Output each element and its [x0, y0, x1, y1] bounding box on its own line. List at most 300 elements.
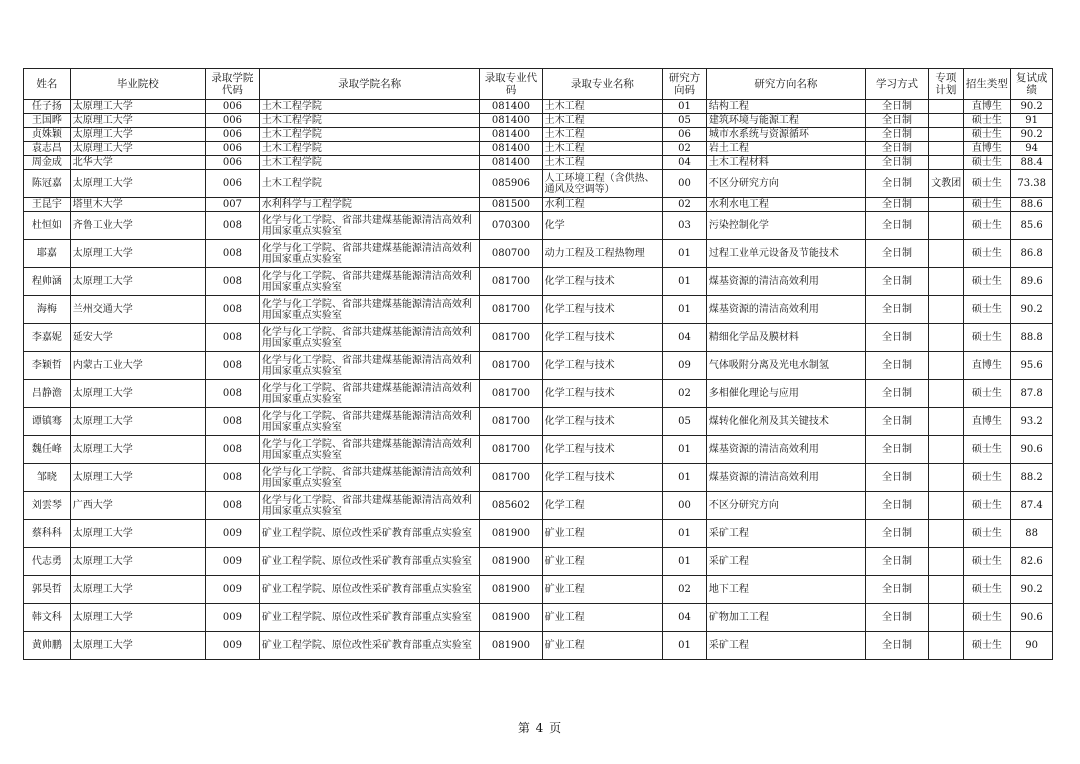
cell-college-code: 009 [205, 548, 259, 576]
cell-dir-code: 01 [663, 436, 707, 464]
cell-college-code: 006 [205, 156, 259, 170]
cell-score: 85.6 [1011, 212, 1053, 240]
cell-major-code: 081900 [480, 576, 542, 604]
cell-major: 动力工程及工程热物理 [542, 240, 663, 268]
cell-college: 矿业工程学院、原位改性采矿教育部重点实验室 [259, 576, 479, 604]
cell-name: 王昆宇 [24, 198, 71, 212]
table-row [24, 198, 1053, 212]
cell-mode: 全日制 [865, 464, 928, 492]
cell-dir-code: 04 [663, 156, 707, 170]
cell-name: 李嘉妮 [24, 324, 71, 352]
cell-score: 88.4 [1011, 156, 1053, 170]
cell-college: 矿业工程学院、原位改性采矿教育部重点实验室 [259, 520, 479, 548]
cell-type: 硕士生 [963, 576, 1011, 604]
cell-type: 硕士生 [963, 520, 1011, 548]
col-header-mode: 学习方式 [865, 69, 928, 100]
cell-mode: 全日制 [865, 198, 928, 212]
cell-major: 化学工程与技术 [542, 380, 663, 408]
cell-dir-code: 04 [663, 324, 707, 352]
cell-score: 88.8 [1011, 324, 1053, 352]
table-row [24, 576, 1053, 604]
cell-dir-code: 06 [663, 128, 707, 142]
cell-major: 矿业工程 [542, 520, 663, 548]
cell-score: 90.6 [1011, 604, 1053, 632]
cell-dir: 煤基资源的清洁高效利用 [706, 296, 865, 324]
cell-college-code: 008 [205, 240, 259, 268]
cell-major: 土木工程 [542, 156, 663, 170]
cell-major: 人工环境工程（含供热、通风及空调等） [542, 170, 663, 198]
cell-college-code: 006 [205, 170, 259, 198]
cell-major: 土木工程 [542, 114, 663, 128]
cell-college: 土木工程学院 [259, 100, 479, 114]
cell-college-code: 006 [205, 142, 259, 156]
cell-mode: 全日制 [865, 114, 928, 128]
cell-name: 蔡科科 [24, 520, 71, 548]
cell-college: 化学与化工学院、省部共建煤基能源清洁高效利用国家重点实验室 [259, 436, 479, 464]
cell-major-code: 081900 [480, 604, 542, 632]
cell-score: 88.2 [1011, 464, 1053, 492]
cell-plan [929, 632, 963, 660]
cell-score: 93.2 [1011, 408, 1053, 436]
cell-college: 化学与化工学院、省部共建煤基能源清洁高效利用国家重点实验室 [259, 492, 479, 520]
cell-score: 90.2 [1011, 576, 1053, 604]
cell-dir: 地下工程 [706, 576, 865, 604]
cell-mode: 全日制 [865, 142, 928, 156]
cell-name: 海梅 [24, 296, 71, 324]
cell-type: 直博生 [963, 352, 1011, 380]
cell-name: 李颖哲 [24, 352, 71, 380]
cell-name: 韩文科 [24, 604, 71, 632]
cell-major: 化学工程与技术 [542, 324, 663, 352]
cell-score: 90.2 [1011, 128, 1053, 142]
cell-college: 土木工程学院 [259, 114, 479, 128]
cell-dir: 不区分研究方向 [706, 492, 865, 520]
cell-dir: 多相催化理论与应用 [706, 380, 865, 408]
cell-school: 太原理工大学 [70, 576, 205, 604]
cell-name: 王国晔 [24, 114, 71, 128]
cell-plan [929, 268, 963, 296]
cell-college-code: 008 [205, 324, 259, 352]
cell-major-code: 081700 [480, 296, 542, 324]
cell-dir: 结构工程 [706, 100, 865, 114]
cell-college: 化学与化工学院、省部共建煤基能源清洁高效利用国家重点实验室 [259, 352, 479, 380]
cell-college-code: 006 [205, 128, 259, 142]
cell-name: 魏任峰 [24, 436, 71, 464]
cell-major-code: 081400 [480, 142, 542, 156]
col-header-plan: 专项计划 [929, 69, 963, 100]
cell-mode: 全日制 [865, 268, 928, 296]
cell-college: 水利科学与工程学院 [259, 198, 479, 212]
cell-score: 86.8 [1011, 240, 1053, 268]
cell-major: 化学工程与技术 [542, 352, 663, 380]
cell-college-code: 007 [205, 198, 259, 212]
cell-major: 化学工程与技术 [542, 296, 663, 324]
cell-plan [929, 464, 963, 492]
admission-table [23, 68, 1053, 660]
cell-score: 90.2 [1011, 100, 1053, 114]
cell-college: 化学与化工学院、省部共建煤基能源清洁高效利用国家重点实验室 [259, 464, 479, 492]
cell-college: 化学与化工学院、省部共建煤基能源清洁高效利用国家重点实验室 [259, 324, 479, 352]
cell-score: 88 [1011, 520, 1053, 548]
cell-college: 化学与化工学院、省部共建煤基能源清洁高效利用国家重点实验室 [259, 212, 479, 240]
cell-score: 90 [1011, 632, 1053, 660]
col-header-college-code: 录取学院代码 [205, 69, 259, 100]
cell-dir: 污染控制化学 [706, 212, 865, 240]
cell-mode: 全日制 [865, 128, 928, 142]
cell-college: 土木工程学院 [259, 156, 479, 170]
cell-score: 91 [1011, 114, 1053, 128]
col-header-score: 复试成绩 [1011, 69, 1053, 100]
cell-school: 兰州交通大学 [70, 296, 205, 324]
col-header-school: 毕业院校 [70, 69, 205, 100]
cell-type: 直博生 [963, 408, 1011, 436]
cell-major-code: 081500 [480, 198, 542, 212]
table-row [24, 408, 1053, 436]
cell-college: 矿业工程学院、原位改性采矿教育部重点实验室 [259, 632, 479, 660]
cell-college: 化学与化工学院、省部共建煤基能源清洁高效利用国家重点实验室 [259, 240, 479, 268]
table-row [24, 380, 1053, 408]
cell-type: 硕士生 [963, 324, 1011, 352]
cell-college: 化学与化工学院、省部共建煤基能源清洁高效利用国家重点实验室 [259, 380, 479, 408]
cell-major-code: 081900 [480, 520, 542, 548]
cell-dir-code: 01 [663, 240, 707, 268]
cell-dir-code: 01 [663, 548, 707, 576]
cell-mode: 全日制 [865, 170, 928, 198]
cell-name: 贞姝颖 [24, 128, 71, 142]
cell-dir-code: 02 [663, 198, 707, 212]
cell-school: 太原理工大学 [70, 408, 205, 436]
cell-school: 太原理工大学 [70, 548, 205, 576]
cell-name: 吕静澹 [24, 380, 71, 408]
cell-dir-code: 01 [663, 464, 707, 492]
cell-score: 87.4 [1011, 492, 1053, 520]
cell-dir: 岩土工程 [706, 142, 865, 156]
cell-college: 土木工程学院 [259, 128, 479, 142]
cell-type: 硕士生 [963, 114, 1011, 128]
cell-school: 太原理工大学 [70, 464, 205, 492]
cell-mode: 全日制 [865, 520, 928, 548]
cell-type: 硕士生 [963, 240, 1011, 268]
cell-plan [929, 352, 963, 380]
cell-type: 硕士生 [963, 548, 1011, 576]
cell-college-code: 008 [205, 436, 259, 464]
cell-dir-code: 05 [663, 408, 707, 436]
cell-college: 土木工程学院 [259, 170, 479, 198]
cell-mode: 全日制 [865, 492, 928, 520]
cell-school: 齐鲁工业大学 [70, 212, 205, 240]
cell-dir: 水利水电工程 [706, 198, 865, 212]
table-row [24, 114, 1053, 128]
cell-plan [929, 604, 963, 632]
cell-type: 硕士生 [963, 268, 1011, 296]
cell-school: 太原理工大学 [70, 380, 205, 408]
cell-dir-code: 02 [663, 380, 707, 408]
cell-college-code: 006 [205, 114, 259, 128]
cell-type: 直博生 [963, 142, 1011, 156]
cell-name: 陈冠嘉 [24, 170, 71, 198]
cell-plan [929, 436, 963, 464]
cell-plan [929, 408, 963, 436]
cell-college: 矿业工程学院、原位改性采矿教育部重点实验室 [259, 548, 479, 576]
cell-major-code: 085602 [480, 492, 542, 520]
cell-school: 广西大学 [70, 492, 205, 520]
cell-major: 化学工程与技术 [542, 464, 663, 492]
table-row [24, 156, 1053, 170]
table-row [24, 520, 1053, 548]
cell-school: 太原理工大学 [70, 436, 205, 464]
cell-score: 82.6 [1011, 548, 1053, 576]
cell-type: 直博生 [963, 100, 1011, 114]
col-header-dir: 研究方向名称 [706, 69, 865, 100]
cell-major-code: 070300 [480, 212, 542, 240]
cell-type: 硕士生 [963, 156, 1011, 170]
cell-major-code: 081400 [480, 156, 542, 170]
cell-major: 化学工程与技术 [542, 436, 663, 464]
cell-dir-code: 02 [663, 576, 707, 604]
cell-name: 杜恒如 [24, 212, 71, 240]
table-row [24, 604, 1053, 632]
cell-school: 太原理工大学 [70, 604, 205, 632]
cell-school: 太原理工大学 [70, 100, 205, 114]
table-row [24, 632, 1053, 660]
cell-mode: 全日制 [865, 100, 928, 114]
cell-school: 太原理工大学 [70, 142, 205, 156]
cell-mode: 全日制 [865, 156, 928, 170]
cell-dir: 气体吸附分离及光电水制氢 [706, 352, 865, 380]
cell-mode: 全日制 [865, 240, 928, 268]
cell-dir: 精细化学品及膜材料 [706, 324, 865, 352]
cell-mode: 全日制 [865, 212, 928, 240]
cell-dir-code: 01 [663, 632, 707, 660]
cell-school: 延安大学 [70, 324, 205, 352]
cell-plan: 文教团 [929, 170, 963, 198]
header-row [24, 69, 1053, 100]
col-header-college: 录取学院名称 [259, 69, 479, 100]
cell-college: 化学与化工学院、省部共建煤基能源清洁高效利用国家重点实验室 [259, 268, 479, 296]
cell-major-code: 081700 [480, 464, 542, 492]
cell-college-code: 009 [205, 604, 259, 632]
cell-name: 任子扬 [24, 100, 71, 114]
cell-type: 硕士生 [963, 604, 1011, 632]
cell-school: 太原理工大学 [70, 114, 205, 128]
table-row [24, 324, 1053, 352]
cell-major-code: 081400 [480, 128, 542, 142]
cell-mode: 全日制 [865, 632, 928, 660]
cell-type: 硕士生 [963, 296, 1011, 324]
cell-mode: 全日制 [865, 576, 928, 604]
cell-school: 太原理工大学 [70, 520, 205, 548]
cell-plan [929, 576, 963, 604]
cell-type: 硕士生 [963, 212, 1011, 240]
cell-name: 耶嘉 [24, 240, 71, 268]
cell-plan [929, 114, 963, 128]
table-row [24, 212, 1053, 240]
cell-name: 黄帅鹏 [24, 632, 71, 660]
cell-school: 内蒙古工业大学 [70, 352, 205, 380]
cell-plan [929, 520, 963, 548]
cell-dir: 采矿工程 [706, 632, 865, 660]
cell-school: 太原理工大学 [70, 170, 205, 198]
cell-dir-code: 01 [663, 100, 707, 114]
cell-dir: 采矿工程 [706, 548, 865, 576]
cell-score: 73.38 [1011, 170, 1053, 198]
cell-type: 硕士生 [963, 198, 1011, 212]
cell-college-code: 008 [205, 212, 259, 240]
cell-major-code: 081700 [480, 380, 542, 408]
cell-major: 化学工程与技术 [542, 268, 663, 296]
cell-mode: 全日制 [865, 548, 928, 576]
cell-mode: 全日制 [865, 604, 928, 632]
col-header-type: 招生类型 [963, 69, 1011, 100]
cell-dir: 建筑环境与能源工程 [706, 114, 865, 128]
cell-dir-code: 01 [663, 268, 707, 296]
cell-major: 水利工程 [542, 198, 663, 212]
cell-major-code: 081700 [480, 268, 542, 296]
cell-mode: 全日制 [865, 380, 928, 408]
cell-dir-code: 00 [663, 170, 707, 198]
cell-major: 土木工程 [542, 100, 663, 114]
cell-dir-code: 05 [663, 114, 707, 128]
col-header-major: 录取专业名称 [542, 69, 663, 100]
cell-college-code: 008 [205, 296, 259, 324]
cell-major: 土木工程 [542, 142, 663, 156]
cell-mode: 全日制 [865, 436, 928, 464]
cell-school: 北华大学 [70, 156, 205, 170]
table-row [24, 142, 1053, 156]
cell-score: 95.6 [1011, 352, 1053, 380]
cell-college-code: 008 [205, 492, 259, 520]
cell-dir: 煤基资源的清洁高效利用 [706, 464, 865, 492]
cell-dir-code: 00 [663, 492, 707, 520]
cell-dir-code: 01 [663, 296, 707, 324]
cell-dir-code: 02 [663, 142, 707, 156]
cell-plan [929, 156, 963, 170]
cell-dir: 土木工程材料 [706, 156, 865, 170]
cell-dir: 采矿工程 [706, 520, 865, 548]
cell-plan [929, 548, 963, 576]
cell-school: 太原理工大学 [70, 268, 205, 296]
cell-name: 程帅涵 [24, 268, 71, 296]
table-row [24, 170, 1053, 198]
cell-type: 硕士生 [963, 380, 1011, 408]
cell-school: 塔里木大学 [70, 198, 205, 212]
cell-type: 硕士生 [963, 632, 1011, 660]
cell-dir: 过程工业单元设备及节能技术 [706, 240, 865, 268]
cell-score: 90.2 [1011, 296, 1053, 324]
cell-college-code: 009 [205, 632, 259, 660]
cell-major-code: 081700 [480, 408, 542, 436]
cell-dir: 城市水系统与资源循环 [706, 128, 865, 142]
page-number: 第 4 页 [517, 721, 563, 735]
cell-dir: 不区分研究方向 [706, 170, 865, 198]
table-row [24, 436, 1053, 464]
cell-score: 88.6 [1011, 198, 1053, 212]
cell-college: 矿业工程学院、原位改性采矿教育部重点实验室 [259, 604, 479, 632]
cell-plan [929, 142, 963, 156]
cell-major: 矿业工程 [542, 604, 663, 632]
table-row [24, 296, 1053, 324]
cell-dir: 煤基资源的清洁高效利用 [706, 436, 865, 464]
cell-plan [929, 324, 963, 352]
cell-mode: 全日制 [865, 296, 928, 324]
cell-dir-code: 03 [663, 212, 707, 240]
cell-major-code: 081400 [480, 114, 542, 128]
cell-school: 太原理工大学 [70, 240, 205, 268]
cell-college-code: 008 [205, 352, 259, 380]
cell-major: 矿业工程 [542, 576, 663, 604]
col-header-name: 姓名 [24, 69, 71, 100]
cell-plan [929, 240, 963, 268]
cell-score: 87.8 [1011, 380, 1053, 408]
cell-type: 硕士生 [963, 464, 1011, 492]
cell-major-code: 081400 [480, 100, 542, 114]
table-row [24, 268, 1053, 296]
cell-score: 94 [1011, 142, 1053, 156]
cell-dir: 矿物加工工程 [706, 604, 865, 632]
cell-plan [929, 198, 963, 212]
cell-college-code: 008 [205, 268, 259, 296]
cell-plan [929, 100, 963, 114]
cell-major-code: 081900 [480, 548, 542, 576]
cell-major-code: 081700 [480, 436, 542, 464]
cell-dir-code: 01 [663, 520, 707, 548]
cell-name: 郭昊哲 [24, 576, 71, 604]
cell-plan [929, 492, 963, 520]
table-row [24, 548, 1053, 576]
cell-name: 袁志昌 [24, 142, 71, 156]
cell-college: 土木工程学院 [259, 142, 479, 156]
cell-dir-code: 04 [663, 604, 707, 632]
cell-college: 化学与化工学院、省部共建煤基能源清洁高效利用国家重点实验室 [259, 408, 479, 436]
cell-major-code: 085906 [480, 170, 542, 198]
cell-dir: 煤基资源的清洁高效利用 [706, 268, 865, 296]
table-row [24, 464, 1053, 492]
cell-major-code: 080700 [480, 240, 542, 268]
cell-college-code: 008 [205, 464, 259, 492]
cell-mode: 全日制 [865, 324, 928, 352]
cell-major-code: 081700 [480, 324, 542, 352]
col-header-major-code: 录取专业代码 [480, 69, 542, 100]
cell-plan [929, 212, 963, 240]
cell-college: 化学与化工学院、省部共建煤基能源清洁高效利用国家重点实验室 [259, 296, 479, 324]
cell-major: 矿业工程 [542, 632, 663, 660]
table-row [24, 240, 1053, 268]
cell-name: 邹晓 [24, 464, 71, 492]
cell-name: 周金成 [24, 156, 71, 170]
cell-name: 谭镇骞 [24, 408, 71, 436]
cell-college-code: 008 [205, 380, 259, 408]
cell-college-code: 006 [205, 100, 259, 114]
cell-major: 化学 [542, 212, 663, 240]
cell-type: 硕士生 [963, 436, 1011, 464]
cell-college-code: 008 [205, 408, 259, 436]
cell-major: 矿业工程 [542, 548, 663, 576]
cell-school: 太原理工大学 [70, 128, 205, 142]
cell-type: 硕士生 [963, 170, 1011, 198]
cell-major-code: 081700 [480, 352, 542, 380]
cell-type: 硕士生 [963, 492, 1011, 520]
cell-dir: 煤转化催化剂及其关键技术 [706, 408, 865, 436]
cell-college-code: 009 [205, 576, 259, 604]
cell-college-code: 009 [205, 520, 259, 548]
cell-major-code: 081900 [480, 632, 542, 660]
cell-type: 硕士生 [963, 128, 1011, 142]
col-header-dir-code: 研究方向码 [663, 69, 707, 100]
cell-plan [929, 128, 963, 142]
cell-school: 太原理工大学 [70, 632, 205, 660]
cell-major: 土木工程 [542, 128, 663, 142]
table-row [24, 492, 1053, 520]
